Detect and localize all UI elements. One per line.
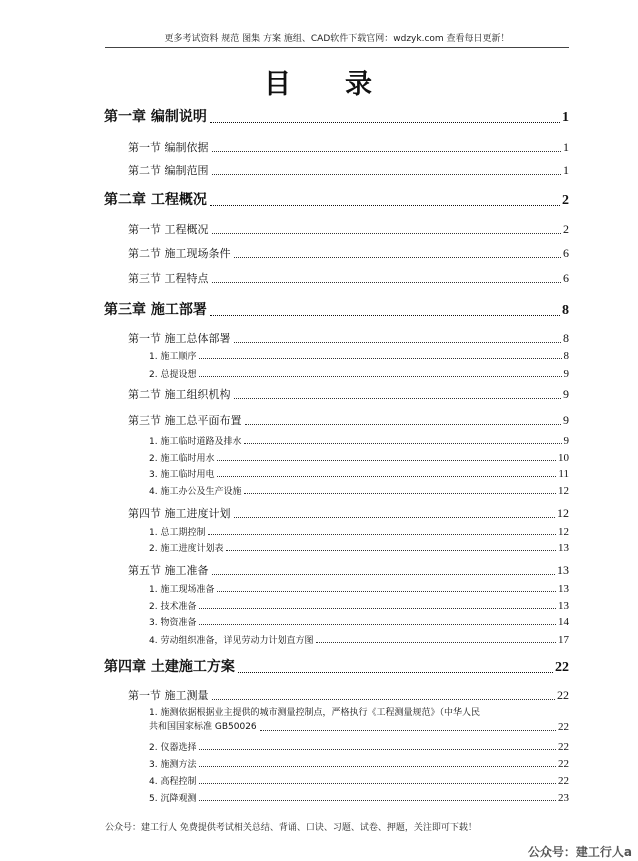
toc-page-number: 8 [563, 331, 569, 345]
toc-dot-leader [234, 257, 562, 258]
toc-page-number: 9 [563, 413, 569, 427]
toc-label: 第三节 工程特点 [128, 272, 209, 285]
toc-label: 1. 施工现场准备 [149, 585, 215, 595]
toc-item[interactable] [149, 434, 569, 447]
header-text: 更多考试资料 规范 图集 方案 施组、CAD软件下载官网：wdzyk.com 查看每日更新！ [164, 34, 510, 44]
toc-page-number: 6 [563, 246, 569, 260]
toc-section[interactable] [128, 687, 569, 703]
toc-dot-leader [210, 205, 560, 206]
toc-label: 1. 施工临时道路及排水 [149, 437, 242, 447]
toc-item[interactable] [149, 633, 569, 646]
toc-section[interactable] [128, 386, 569, 402]
toc-page-number: 22 [557, 688, 569, 702]
toc-label: 4. 劳动组织准备，详见劳动力计划直方图 [149, 636, 314, 646]
toc-item[interactable] [149, 599, 569, 612]
toc-dot-leader [212, 174, 562, 175]
toc-label: 第一节 编制依据 [128, 141, 209, 154]
toc-chapter[interactable] [104, 189, 569, 209]
toc-dot-leader [217, 460, 556, 461]
toc-label: 第四章 土建施工方案 [104, 659, 235, 675]
toc-dot-leader [208, 534, 556, 535]
toc-label-line1: 1. 施测依据根据业主提供的城市测量控制点，严格执行《工程测量规范》（中华人民 [149, 708, 480, 718]
toc-page-number: 12 [558, 485, 569, 497]
toc-label: 第四节 施工进度计划 [128, 507, 231, 520]
toc-item[interactable] [149, 367, 569, 380]
title-char-right: 录 [345, 69, 374, 100]
toc-page-number: 22 [558, 721, 569, 733]
toc-label: 1. 总工期控制 [149, 528, 206, 538]
title-char-left: 目 [264, 69, 293, 100]
toc-label: 第三节 施工总平面布置 [128, 414, 242, 427]
toc-page-number: 11 [558, 468, 569, 480]
toc-dot-leader [212, 699, 556, 700]
toc-section[interactable] [128, 162, 569, 178]
toc-dot-leader [234, 342, 562, 343]
toc-item[interactable] [149, 467, 569, 480]
toc-label: 5. 沉降观测 [149, 794, 197, 804]
toc-page-number: 1 [562, 110, 569, 125]
footer-text: 公众号：建工行人 免费提供考试相关总结、背诵、口诀、习题、试卷、押题，关注即可下载！ [105, 823, 477, 833]
toc-label: 2. 技术准备 [149, 602, 197, 612]
toc-dot-leader [210, 122, 560, 123]
toc-label: 第五节 施工准备 [128, 564, 209, 577]
toc-label: 第二节 编制范围 [128, 164, 209, 177]
toc-page-number: 9 [563, 435, 569, 447]
toc-page-number: 9 [563, 387, 569, 401]
toc-page-number: 13 [558, 600, 569, 612]
toc-section[interactable] [128, 245, 569, 261]
toc-page-number: 17 [558, 634, 569, 646]
toc-dot-leader [199, 376, 561, 377]
toc-section[interactable] [128, 562, 569, 578]
toc-label: 第一节 工程概况 [128, 223, 209, 236]
toc-label: 2. 总提设想 [149, 370, 197, 380]
toc-item[interactable] [149, 451, 569, 464]
toc-section[interactable] [128, 330, 569, 346]
toc-item[interactable] [149, 541, 569, 554]
toc-dot-leader [260, 730, 556, 731]
toc-dot-leader [212, 233, 562, 234]
toc-item[interactable] [149, 757, 569, 770]
toc-dot-leader [210, 315, 560, 316]
toc-label: 1. 施工顺序 [149, 352, 197, 362]
toc-section[interactable] [128, 270, 569, 286]
toc-item[interactable] [149, 774, 569, 787]
toc-page-number: 2 [562, 193, 569, 208]
toc-page-number: 9 [563, 368, 569, 380]
toc-dot-leader [316, 642, 556, 643]
toc-page-number: 14 [558, 616, 569, 628]
toc-section[interactable] [128, 139, 569, 155]
toc-section[interactable] [128, 221, 569, 237]
toc-label: 第一节 施工总体部署 [128, 332, 231, 345]
toc-dot-leader [244, 443, 561, 444]
toc-label: 3. 物资准备 [149, 618, 197, 628]
toc-item[interactable] [149, 740, 569, 753]
toc-label: 3. 施工临时用电 [149, 470, 215, 480]
toc-page-number: 22 [555, 660, 569, 675]
toc-chapter[interactable] [104, 299, 569, 319]
toc-section[interactable] [128, 412, 569, 428]
toc-dot-leader [199, 749, 556, 750]
toc-item[interactable] [149, 791, 569, 804]
toc-dot-leader [234, 517, 556, 518]
toc-page-number: 12 [557, 506, 569, 520]
toc-dot-leader [199, 358, 561, 359]
toc-dot-leader [217, 591, 556, 592]
toc-dot-leader [199, 624, 556, 625]
toc-dot-leader [199, 766, 556, 767]
toc-dot-leader [238, 672, 553, 673]
toc-section[interactable] [128, 505, 569, 521]
toc-page-number: 1 [563, 140, 569, 154]
toc-page-number: 8 [562, 303, 569, 318]
watermark-text: 公众号：建工行人a [527, 845, 632, 859]
toc-dot-leader [212, 282, 562, 283]
toc-label-line2: 共和国国家标准 GB50026 [149, 722, 257, 732]
toc-dot-leader [199, 608, 556, 609]
toc-page-number: 13 [558, 542, 569, 554]
page-footer [105, 820, 477, 833]
toc-item[interactable] [149, 706, 569, 734]
toc-dot-leader [199, 800, 556, 801]
toc-label: 2. 施工临时用水 [149, 454, 215, 464]
toc-page-number: 10 [558, 452, 569, 464]
toc-label: 第三章 施工部署 [104, 302, 207, 318]
toc-dot-leader [212, 574, 556, 575]
toc-item[interactable] [149, 484, 569, 497]
toc-page-number: 13 [558, 583, 569, 595]
toc-page-number: 22 [558, 741, 569, 753]
toc-page-number: 2 [563, 222, 569, 236]
toc-page-number: 8 [563, 350, 569, 362]
toc-chapter[interactable] [104, 656, 569, 676]
toc-page-number: 22 [558, 758, 569, 770]
watermark [528, 843, 632, 860]
toc-dot-leader [244, 493, 556, 494]
toc-label: 第二节 施工现场条件 [128, 247, 231, 260]
toc-label: 第一节 施工测量 [128, 689, 209, 702]
toc-page-number: 22 [558, 775, 569, 787]
toc-label: 4. 高程控制 [149, 777, 197, 787]
toc-page-number: 6 [563, 271, 569, 285]
toc-label: 第二节 施工组织机构 [128, 388, 231, 401]
toc-page-number: 23 [558, 792, 569, 804]
toc-dot-leader [226, 550, 556, 551]
toc-label: 第二章 工程概况 [104, 192, 207, 208]
toc-label: 4. 施工办公及生产设施 [149, 487, 242, 497]
toc-label: 3. 施测方法 [149, 760, 197, 770]
toc-label: 第一章 编制说明 [104, 109, 207, 125]
toc-dot-leader [212, 151, 562, 152]
toc-page-number: 13 [557, 563, 569, 577]
toc-page-number: 1 [563, 163, 569, 177]
toc-item[interactable] [149, 349, 569, 362]
toc-chapter[interactable] [104, 106, 569, 126]
toc-item[interactable] [149, 525, 569, 538]
toc-dot-leader [245, 424, 562, 425]
toc-label: 2. 仪器选择 [149, 743, 197, 753]
toc-dot-leader [199, 783, 556, 784]
toc-dot-leader [234, 398, 562, 399]
toc-item[interactable] [149, 582, 569, 595]
toc-dot-leader [217, 476, 556, 477]
toc-page-number: 12 [558, 526, 569, 538]
toc-item[interactable] [149, 615, 569, 628]
toc-label: 2. 施工进度计划表 [149, 544, 224, 554]
